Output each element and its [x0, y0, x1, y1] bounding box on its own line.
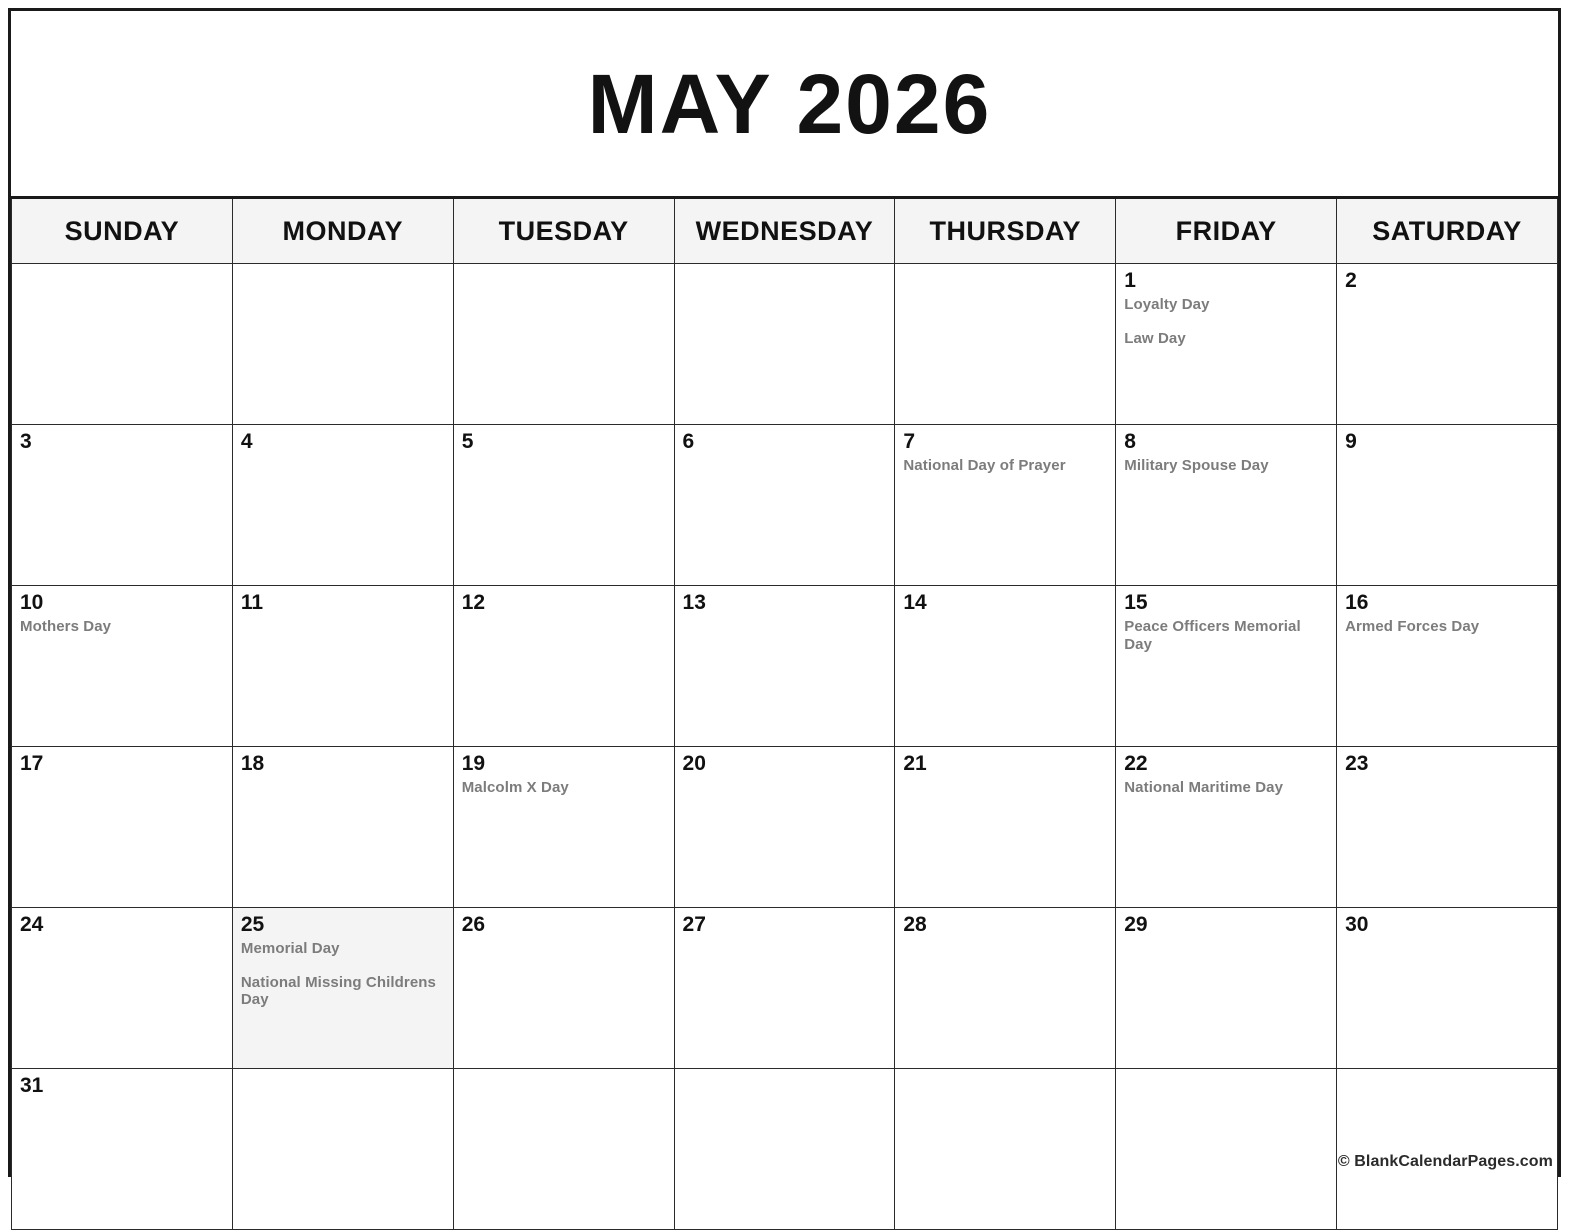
calendar-day-cell[interactable] [1116, 425, 1337, 586]
day-number: 21 [903, 752, 927, 775]
day-events [1124, 779, 1328, 797]
calendar-day-cell[interactable] [1337, 908, 1558, 1069]
calendar-title-bar [11, 11, 1558, 199]
calendar-day-cell[interactable] [895, 586, 1116, 747]
calendar-empty-cell [674, 1069, 895, 1230]
calendar-day-cell[interactable] [1116, 908, 1337, 1069]
day-number: 13 [682, 591, 706, 614]
weekday-header-friday: FRIDAY [1116, 199, 1337, 264]
day-number: 20 [682, 752, 706, 775]
calendar-day-cell[interactable] [674, 747, 895, 908]
calendar-day-cell[interactable] [1116, 586, 1337, 747]
calendar-container [8, 8, 1561, 1177]
day-events [20, 618, 224, 636]
day-events [1124, 457, 1328, 475]
day-number: 5 [461, 430, 474, 453]
day-number: 8 [1124, 430, 1136, 453]
calendar-day-cell[interactable] [1337, 264, 1558, 425]
calendar-empty-cell [1116, 1069, 1337, 1230]
day-number: 12 [461, 591, 486, 614]
calendar-week-row [12, 1069, 1558, 1230]
calendar-day-cell[interactable] [453, 908, 674, 1069]
day-number: 23 [1345, 752, 1369, 775]
holiday-label: Loyalty Day [1124, 296, 1210, 314]
weekday-header-monday: MONDAY [232, 199, 453, 264]
holiday-label: Law Day [1124, 329, 1186, 347]
day-number: 29 [1124, 913, 1148, 936]
calendar-day-cell[interactable] [12, 425, 233, 586]
day-number: 17 [20, 752, 44, 775]
calendar-week-row [12, 747, 1558, 908]
calendar-day-cell[interactable] [12, 908, 233, 1069]
day-number: 4 [240, 430, 253, 453]
day-number: 2 [1345, 269, 1357, 292]
day-number: 26 [461, 913, 486, 936]
holiday-label: National Day of Prayer [903, 457, 1066, 475]
day-number: 3 [20, 430, 32, 453]
day-number: 14 [903, 591, 927, 614]
calendar-day-cell[interactable] [232, 908, 453, 1069]
calendar-day-cell[interactable] [674, 586, 895, 747]
holiday-label: National Missing Childrens Day [240, 973, 436, 1009]
calendar-week-row [12, 908, 1558, 1069]
calendar-empty-cell [232, 1069, 453, 1230]
calendar-empty-cell [895, 1069, 1116, 1230]
calendar-day-cell[interactable] [453, 425, 674, 586]
calendar-empty-cell [895, 264, 1116, 425]
calendar-day-cell[interactable] [1337, 586, 1558, 747]
calendar-day-cell[interactable] [1337, 747, 1558, 908]
calendar-day-cell[interactable] [674, 425, 895, 586]
holiday-label: Military Spouse Day [1124, 457, 1269, 475]
calendar-empty-cell [12, 264, 233, 425]
calendar-body [12, 264, 1558, 1230]
calendar-day-cell[interactable] [453, 586, 674, 747]
day-number: 18 [240, 752, 265, 775]
calendar-day-cell[interactable] [12, 1069, 233, 1230]
day-number: 19 [461, 752, 486, 775]
day-number: 22 [1124, 752, 1148, 775]
calendar-empty-cell [453, 1069, 674, 1230]
calendar-empty-cell [453, 264, 674, 425]
calendar-week-row [12, 586, 1558, 747]
day-number: 24 [20, 913, 44, 936]
holiday-label: Mothers Day [20, 618, 112, 636]
day-events [1124, 296, 1328, 347]
holiday-label: Armed Forces Day [1345, 618, 1480, 636]
calendar-day-cell[interactable] [895, 908, 1116, 1069]
calendar-day-cell[interactable] [1116, 747, 1337, 908]
holiday-label: Malcolm X Day [461, 779, 569, 797]
weekday-header-sunday: SUNDAY [12, 199, 233, 264]
calendar-day-cell[interactable] [232, 425, 453, 586]
calendar-day-cell[interactable] [895, 747, 1116, 908]
day-number: 16 [1345, 591, 1369, 614]
holiday-label: Peace Officers Memorial Day [1124, 618, 1301, 653]
calendar-day-cell[interactable] [232, 586, 453, 747]
calendar-day-cell[interactable] [453, 747, 674, 908]
day-events [903, 457, 1107, 475]
day-number: 11 [240, 591, 264, 614]
day-events [1124, 618, 1328, 653]
calendar-grid [11, 199, 1558, 1230]
calendar-empty-cell [1337, 1069, 1558, 1230]
calendar-empty-cell [232, 264, 453, 425]
weekday-header-wednesday: WEDNESDAY [674, 199, 895, 264]
page-title: MAY 2026 [587, 56, 992, 151]
calendar-day-cell[interactable] [1337, 425, 1558, 586]
day-events [241, 940, 445, 1009]
calendar-day-cell[interactable] [12, 747, 233, 908]
day-number: 28 [903, 913, 927, 936]
holiday-label: National Maritime Day [1124, 779, 1284, 797]
day-number: 1 [1124, 269, 1136, 292]
calendar-day-cell[interactable] [895, 425, 1116, 586]
weekday-header-row [12, 199, 1558, 264]
day-number: 7 [903, 430, 916, 453]
calendar-day-cell[interactable] [12, 586, 233, 747]
day-number: 15 [1124, 591, 1148, 614]
weekday-header-tuesday: TUESDAY [453, 199, 674, 264]
day-number: 10 [20, 591, 44, 614]
weekday-header-saturday: SATURDAY [1337, 199, 1558, 264]
day-number: 30 [1345, 913, 1369, 936]
day-number: 6 [682, 430, 695, 453]
calendar-week-row [12, 264, 1558, 425]
day-number: 27 [682, 913, 706, 936]
holiday-label: Memorial Day [240, 940, 340, 958]
calendar-day-cell[interactable] [1116, 264, 1337, 425]
calendar-empty-cell [674, 264, 895, 425]
calendar-day-cell[interactable] [674, 908, 895, 1069]
site-credit: © BlankCalendarPages.com [1337, 1153, 1553, 1170]
day-number: 31 [20, 1074, 44, 1097]
weekday-header-thursday: THURSDAY [895, 199, 1116, 264]
calendar-day-cell[interactable] [232, 747, 453, 908]
day-number: 9 [1345, 430, 1357, 453]
day-number: 25 [240, 913, 265, 936]
day-events [1345, 618, 1549, 636]
calendar-week-row [12, 425, 1558, 586]
day-events [462, 779, 666, 797]
